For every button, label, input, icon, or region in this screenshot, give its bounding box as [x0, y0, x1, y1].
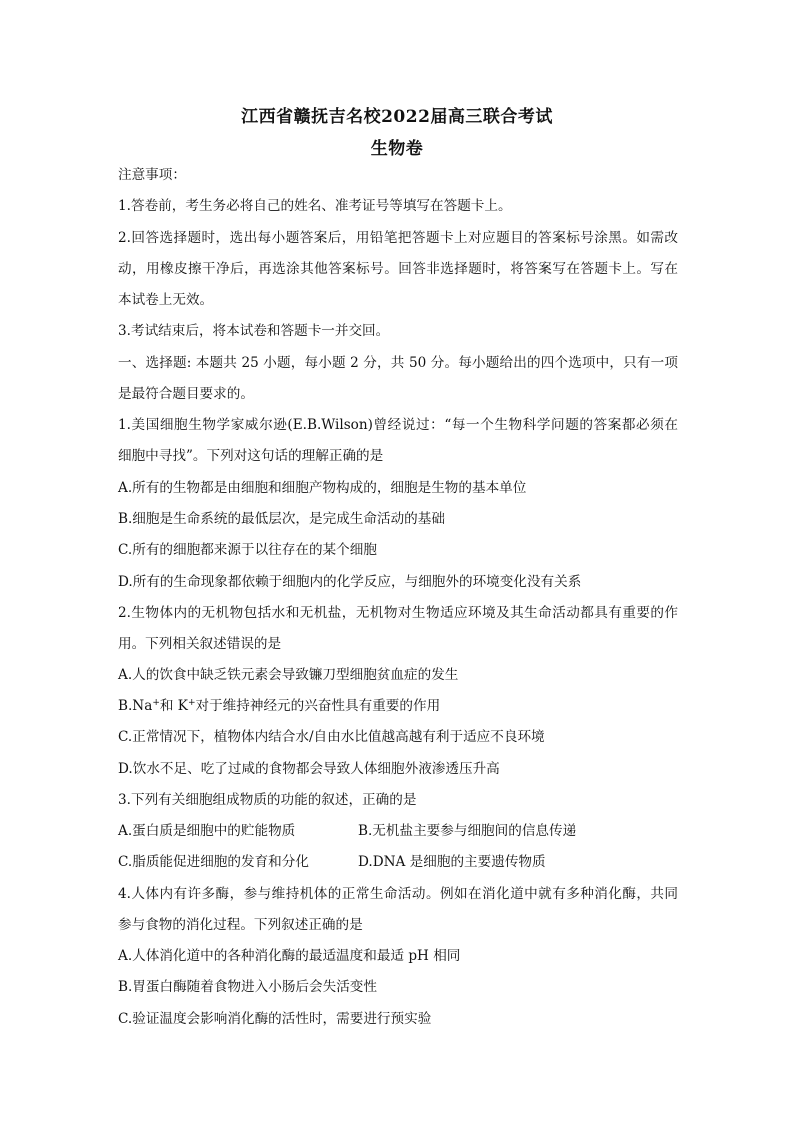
exam-subtitle: 生物卷 — [370, 139, 424, 159]
question-2-option-b — [118, 696, 678, 716]
option-b-prefix: B.Na — [118, 698, 153, 714]
notice-item-2-line-2: 动，用橡皮擦干净后，再选涂其他答案标号。回答非选择题时，将答案写在答题卡上。写在 — [118, 261, 678, 277]
question-1-option-c: C.所有的细胞都来源于以往存在的某个细胞 — [118, 542, 377, 558]
question-4-option-a: A.人体消化道中的各种消化酶的最适温度和最适 pH 相同 — [118, 948, 461, 964]
section-instruction-line-2: 是最符合题目要求的。 — [118, 386, 254, 402]
question-4-option-b: B.胃蛋白酶随着食物进入小肠后会失活变性 — [118, 979, 377, 995]
question-3-option-a: A.蛋白质是细胞中的贮能物质 — [118, 823, 296, 839]
question-4-stem-line-1: 4.人体内有许多酶，参与维持机体的正常生命活动。例如在消化道中就有多种消化酶，共同 — [118, 886, 678, 902]
question-3-option-d: D.DNA 是细胞的主要遗传物质 — [358, 854, 546, 870]
question-3-options-row-2 — [118, 852, 678, 872]
option-b-middle: 和 K — [159, 698, 188, 714]
notice-item-2-line-3: 本试卷上无效。 — [118, 292, 214, 308]
question-2-stem-line-2: 用。下列相关叙述错误的是 — [118, 636, 282, 652]
sodium-charge: + — [152, 698, 160, 708]
question-1-option-b: B.细胞是生命系统的最低层次，是完成生命活动的基础 — [118, 511, 445, 527]
notice-item-2-line-1: 2.回答选择题时，选出每小题答案后，用铅笔把答题卡上对应题目的答案标号涂黑。如需改 — [118, 230, 678, 246]
question-1-option-d: D.所有的生命现象都依赖于细胞内的化学反应，与细胞外的环境变化没有关系 — [118, 574, 582, 590]
question-3-options-row-1 — [118, 821, 678, 841]
question-3-stem: 3.下列有关细胞组成物质的功能的叙述，正确的是 — [118, 792, 417, 808]
question-1-stem-line-2: 细胞中寻找”。下列对这句话的理解正确的是 — [118, 448, 384, 464]
question-3-option-b: B.无机盐主要参与细胞间的信息传递 — [358, 823, 577, 839]
question-1-stem-line-1: 1.美国细胞生物学家威尔逊(E.B.Wilson)曾经说过：“每一个生物科学问题的答案都必须在 — [118, 417, 678, 433]
question-1-option-a: A.所有的生物都是由细胞和细胞产物构成的，细胞是生物的基本单位 — [118, 480, 527, 496]
potassium-charge: + — [187, 698, 196, 708]
option-b-suffix: 对于维持神经元的兴奋性具有重要的作用 — [195, 698, 441, 714]
question-4-stem-line-2: 参与食物的消化过程。下列叙述正确的是 — [118, 917, 363, 933]
question-2-option-a: A.人的饮食中缺乏铁元素会导致镰刀型细胞贫血症的发生 — [118, 667, 459, 683]
notice-heading: 注意事项： — [118, 167, 186, 183]
notice-item-1: 1.答卷前，考生务必将自己的姓名、准考证号等填写在答题卡上。 — [118, 198, 512, 214]
question-2-option-d: D.饮水不足、吃了过咸的食物都会导致人体细胞外液渗透压升高 — [118, 761, 500, 777]
notice-item-3: 3.考试结束后，将本试卷和答题卡一并交回。 — [118, 323, 390, 339]
question-2-option-c: C.正常情况下，植物体内结合水/自由水比值越高越有利于适应不良环境 — [118, 729, 545, 745]
question-3-option-c: C.脂质能促进细胞的发育和分化 — [118, 854, 309, 870]
question-4-option-c: C.验证温度会影响消化酶的活性时，需要进行预实验 — [118, 1011, 432, 1027]
question-2-stem-line-1: 2.生物体内的无机物包括水和无机盐，无机物对生物适应环境及其生命活动都具有重要的作 — [118, 605, 678, 621]
exam-title: 江西省赣抚吉名校2022届高三联合考试 — [241, 107, 553, 127]
section-instruction-line-1: 一、选择题: 本题共 25 小题，每小题 2 分，共 50 分。每小题给出的四个选项中，只有一项 — [118, 355, 678, 371]
